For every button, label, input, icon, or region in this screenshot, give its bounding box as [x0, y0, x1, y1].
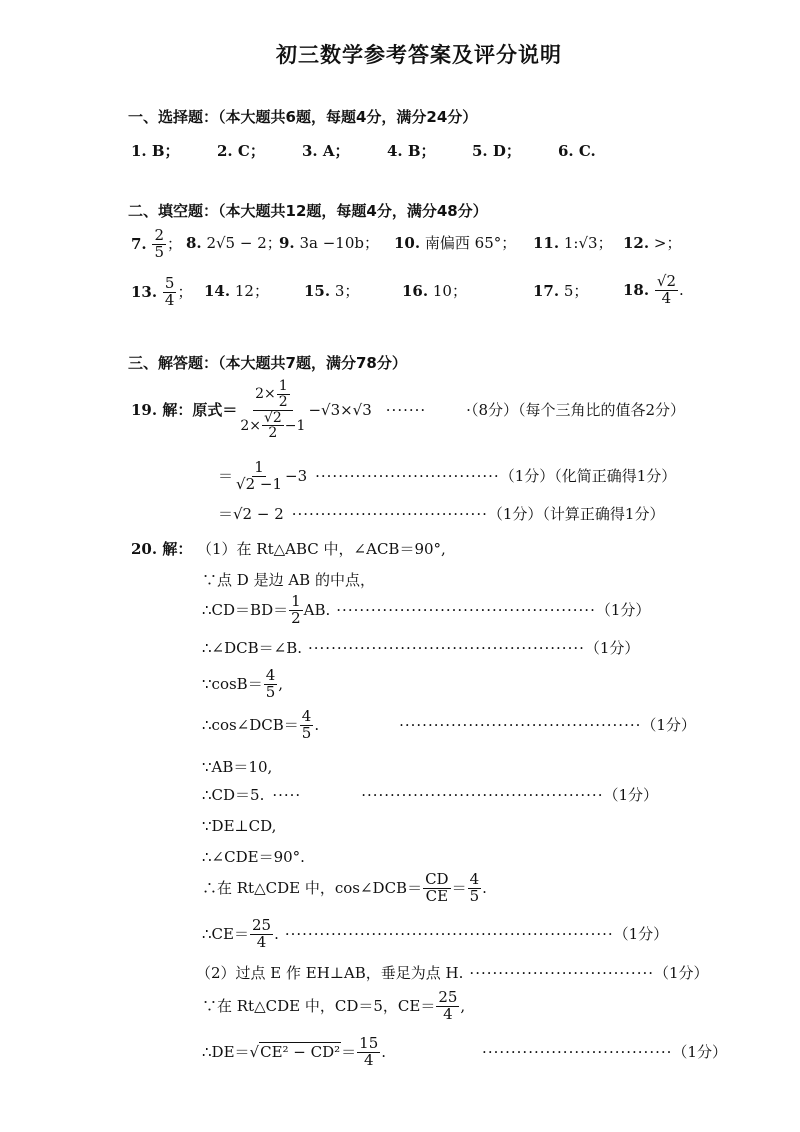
q20-line-1: （1）在 Rt△ABC 中，∠ACB＝90°, [197, 540, 446, 558]
q20-line-7: ∵AB＝10, [202, 758, 273, 776]
mc-answer-5: 5. D； [472, 142, 521, 160]
q20-line-12: ∴CE＝ $\frac{25}{4}$ . ························································· （1分） [202, 915, 669, 951]
mc-answer-1: 1. B； [131, 142, 180, 160]
fill-answer-8: 8. 2√5 − 2； [186, 234, 282, 252]
fill-answer-14: 14. 12； [204, 282, 269, 300]
q19-line-1: 19. 解：原式＝ 2× $\frac{1}{2}$ 2× $\frac{√2}{2}$ −1 −√3×√3 ······· ·（8分）（每个三角比的值各2分） [131, 378, 686, 442]
q20-line-10: ∴∠CDE＝90°. [202, 848, 305, 866]
fill-answer-12: 12. >； [623, 234, 682, 252]
fill-answer-16: 16. 10； [402, 282, 467, 300]
q20-line-5: ∵cosB＝ $\frac{4}{5}$ , [202, 665, 284, 701]
q20-line-15: ∴DE＝ √CE² − CD² ＝ $\frac{15}{4}$ . ································· （1分） [202, 1033, 727, 1069]
q19-line-2: ＝ $\frac{1}{√2 -1}$ −3 ································ （1分）（化简正确得1分） [218, 457, 677, 493]
q19-main-fraction: 2× $\frac{1}{2}$ 2× $\frac{√2}{2}$ −1 [240, 378, 306, 442]
fraction: $\frac{√2}{4}$ [656, 271, 676, 307]
mc-answer-3: 3. A； [302, 142, 350, 160]
section-2-heading: 二、填空题：（本大题共12题，每题4分，满分48分） [128, 202, 488, 220]
q20-line-11: ∴在 Rt△CDE 中，cos∠DCB＝ $\frac{CD}{CE}$ ＝ $\frac{4}{5}$ . [202, 869, 487, 905]
q20-line-13: （2）过点 E 作 EH⊥AB，垂足为点 H. ································ （1分） [196, 964, 709, 982]
fraction: $\frac{5}{4}$ [164, 273, 175, 309]
q20-line-3: ∴CD＝BD＝ $\frac{1}{2}$ AB. ············································· （1分） [202, 591, 651, 627]
q20-line-14: ∵在 Rt△CDE 中，CD＝5，CE＝ $\frac{25}{4}$ , [202, 987, 466, 1023]
q20-line-9: ∵DE⊥CD, [202, 817, 277, 835]
section-1-heading: 一、选择题：（本大题共6题，每题4分，满分24分） [128, 108, 478, 126]
q19-line-3: ＝√2 − 2 ·································· （1分）（计算正确得1分） [218, 505, 665, 523]
fill-answer-9: 9. 3a −10b； [279, 234, 379, 252]
section-3-heading: 三、解答题：（本大题共7题，满分78分） [128, 354, 407, 372]
q20-line-8: ∴CD＝5. ····· ·········································· （1分） [202, 786, 659, 804]
mc-answer-6: 6. C. [558, 142, 596, 160]
page-title: 初三数学参考答案及评分说明 [276, 43, 562, 67]
mc-answer-4: 4. B； [387, 142, 436, 160]
fill-answer-15: 15. 3； [304, 282, 360, 300]
fill-answer-11: 11. 1:√3； [533, 234, 613, 252]
q20-line-4: ∴∠DCB＝∠B. ················································ （1分） [202, 639, 640, 657]
q20-line-2: ∵点 D 是边 AB 的中点， [202, 571, 375, 589]
fill-answer-17: 17. 5； [533, 282, 589, 300]
q20-label: 20. 解： [131, 540, 193, 558]
fill-answer-7: 7. $\frac{2}{5}$ ； [131, 225, 183, 261]
fill-answer-13: 13. $\frac{5}{4}$ ； [131, 273, 193, 309]
mc-answer-2: 2. C； [217, 142, 265, 160]
q20-line-6: ∴cos∠DCB＝ $\frac{4}{5}$ . ·········································· （1分） [202, 706, 696, 742]
fill-answer-18: 18. $\frac{√2}{4}$ . [623, 271, 684, 307]
fraction: $\frac{2}{5}$ [154, 225, 164, 261]
fill-answer-10: 10. 南偏西 65°； [394, 234, 517, 252]
